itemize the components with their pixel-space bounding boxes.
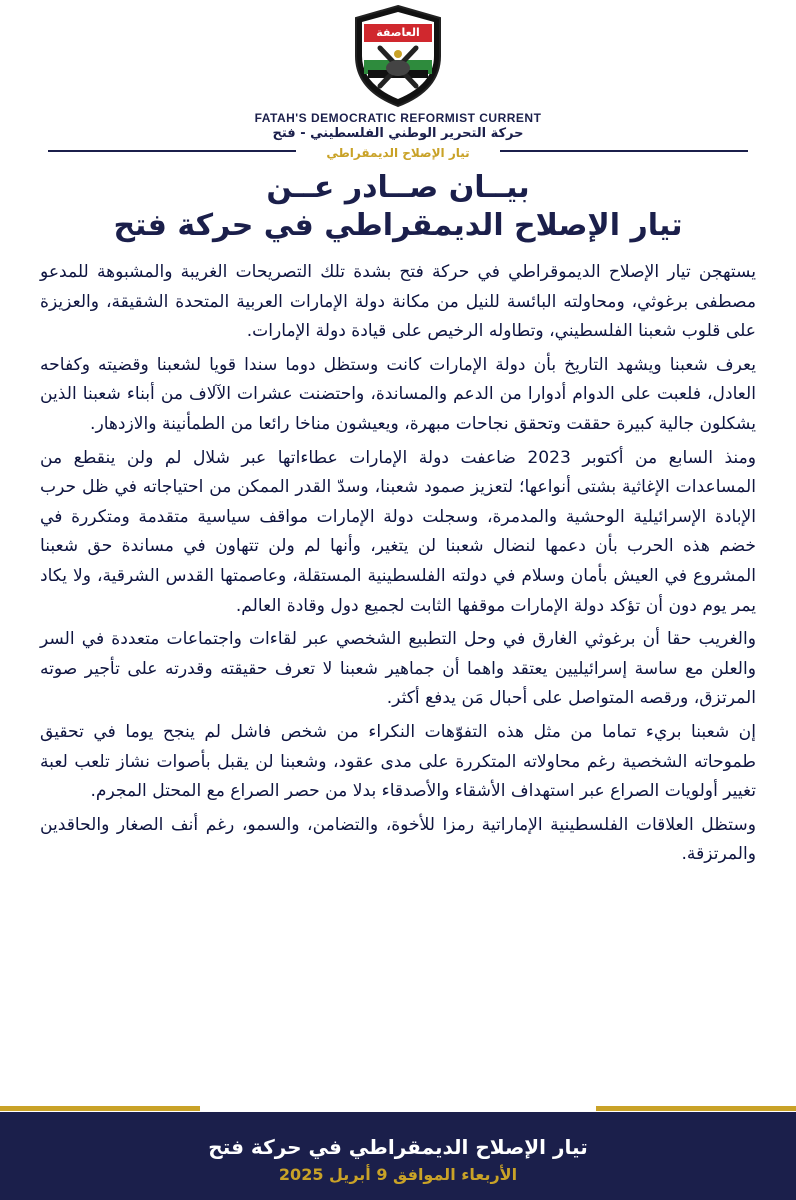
org-name-english: FATAH'S DEMOCRATIC REFORMIST CURRENT [254,111,542,125]
statement-title-line1: بيــان صــادر عــن [266,170,530,205]
paragraph-3: ومنذ السابع من أكتوبر 2023 ضاعفت دولة الإمارات عطاءاتها عبر شلال لم ولن ينقطع من المساعدات الإغاثية بشتى أنواعها؛ لتعزيز صمود شعبنا، وسدّ القدر الممكن من احتياجاته في ظل حرب الإبادة الإسرائيلية الوحشية والمدمرة، وسجلت دولة الإمارات مواقف سياسية متقدمة ومتكررة في خضم هذه الحرب بأن دعمها لنضال شعبنا لن يتغير، وأنها لم ولن تتهاون في مساندة حق شعبنا المشروع في العيش بأمان وسلام في دولته الفلسطينية المستقلة، وعاصمتها القدس الشرقية، ولا يكاد يمر يوم دون أن تؤكد دولة الإمارات موقفها الثابت لجميع دول وقادة العالم. [40,447,757,616]
statement-title-line2: تيار الإصلاح الديمقراطي في حركة فتح [113,208,683,243]
org-name-arabic: حركة التحرير الوطني الفلسطيني - فتح [272,126,524,141]
emblem-text: العاصفة [376,26,420,39]
paragraph-2: يعرف شعبنا ويشهد التاريخ بأن دولة الإمارات كانت وستظل دوما سندا قويا لشعبنا وقضيته وكفاحه العادل، فلعبت على الدوام أدوارا من الدعم والمساندة، واحتضنت عشرات الآلاف من أبناء شعبنا الذين يشكلون جالية كبيرة حققت وتحقق نجاحات مبهرة، ويعيشون مناخا رائعا من الطمأنينة والازدهار. [40,354,756,434]
header-logo-area [0,0,796,110]
footer-title: تيار الإصلاح الديمقراطي في حركة فتح [208,1135,588,1159]
footer-date: الأربعاء الموافق 9 أبريل 2025 [278,1165,518,1184]
paragraph-5: إن شعبنا بريء تماما من مثل هذه التفوّهات النكراء من شخص فاشل لم ينجح يوما في تحقيق طموحاته الشخصية رغم محاولاته المتكررة على مدى عقود، وشعبنا لن يقبل بأصوات نشاز تلعب لعبة تغيير أولويات الصراع عبر استهداف الأشقاء والأصدقاء بدلا من حصر الصراع مع المحتل المجرم. [40,721,756,802]
footer-accent-bar-right [596,1106,796,1111]
paragraph-6: وستظل العلاقات الفلسطينية الإماراتية رمزا للأخوة، والتضامن، والسمو، رغم أنف الصغار والحاقدين والمرتزقة. [40,814,756,865]
fatah-emblem-icon [340,4,456,108]
paragraph-1: يستهجن تيار الإصلاح الديموقراطي في حركة فتح بشدة تلك التصريحات الغريبة والمشبوهة للمدعو مصطفى برغوثي، ومحاولته البائسة للنيل من مكانة دولة الإمارات العربية المتحدة الشقيقة، والعزيزة على قلوب شعبنا الفلسطيني، وتطاوله الرخيص على قيادة دولة الإمارات. [40,262,756,342]
statement-body [40,258,756,874]
org-subtitle-arabic: تيار الإصلاح الديمقراطي [326,146,470,160]
paragraph-4: والغريب حقا أن برغوثي الغارق في وحل التطبيع الشخصي عبر لقاءات واجتماعات متعددة في السر والعلن مع ساسة إسرائيليين يعتقد واهما أن جماهير شعبنا لا تعرف حقيقته وقدرته على تأجير صوته المرتزق، ورقصه المتواصل على أحبال مَن يدفع أكثر. [40,629,756,709]
footer-accent-bar-left [0,1106,200,1111]
